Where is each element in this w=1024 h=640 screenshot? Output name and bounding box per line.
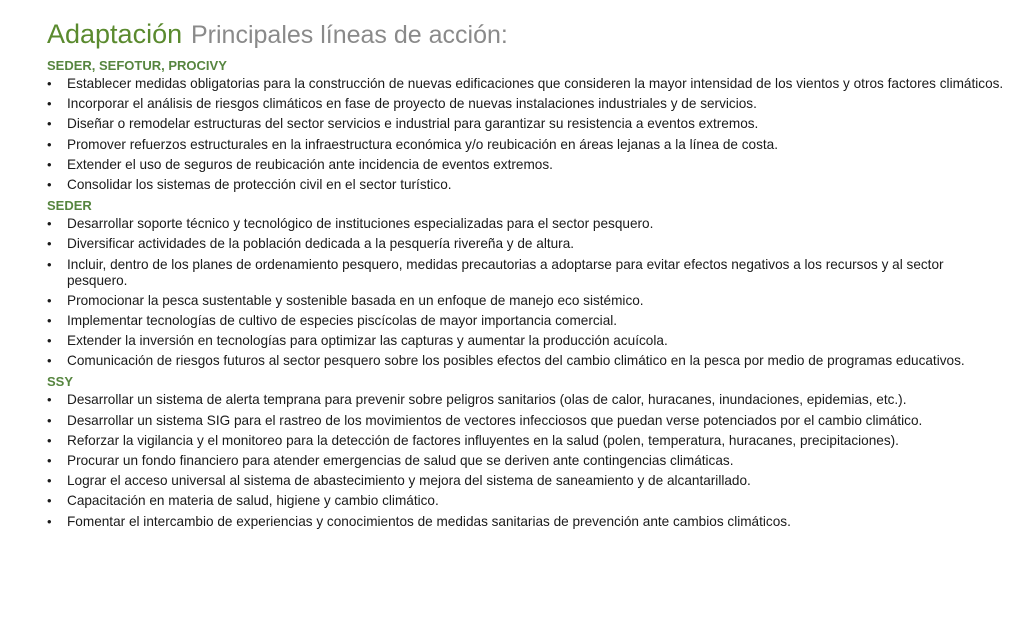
list-item-text: Extender la inversión en tecnologías para optimizar las capturas y aumentar la producción acuícola. — [67, 333, 668, 349]
bullet-icon: • — [47, 96, 52, 112]
list-item-text: Consolidar los sistemas de protección civil en el sector turístico. — [67, 176, 452, 192]
list-item-text: Incorporar el análisis de riesgos climáticos en fase de proyecto de nuevas instalaciones industriales y de servicios. — [67, 96, 757, 112]
bullet-icon: • — [47, 76, 52, 91]
bullet-icon: • — [47, 453, 52, 468]
list-item-text: Promocionar la pesca sustentable y sostenible basada en un enfoque de manejo eco sistémico. — [67, 292, 644, 308]
title-subtitle: Principales líneas de acción: — [191, 21, 508, 49]
list-item — [47, 353, 1007, 369]
section-label: SSY — [47, 374, 74, 390]
bullet-icon: • — [47, 236, 52, 252]
bullet-icon: • — [47, 176, 52, 192]
bullet-icon: • — [47, 312, 52, 328]
bullet-icon: • — [47, 333, 52, 349]
list-item-text: Extender el uso de seguros de reubicación ante incidencia de eventos extremos. — [67, 156, 553, 172]
bullet-icon: • — [47, 256, 52, 272]
bullet-list — [47, 76, 1007, 193]
list-item-text: Desarrollar un sistema de alerta temprana para prevenir sobre peligros sanitarios (olas de calor, huracanes, inundaciones, epidemias, etc.). — [67, 392, 907, 408]
list-item — [47, 333, 1007, 349]
list-item — [47, 293, 1007, 309]
section-label: SEDER, SEFOTUR, PROCIVY — [47, 58, 227, 73]
list-item-text: Reforzar la vigilancia y el monitoreo para la detección de factores influyentes en la salud (polen, temperatura, huracanes, precipitaciones). — [67, 432, 899, 448]
bullet-icon: • — [47, 216, 52, 232]
bullet-icon: • — [47, 292, 52, 308]
list-item-text: Lograr el acceso universal al sistema de abastecimiento y mejora del sistema de saneamiento y de alcantarillado. — [67, 473, 751, 489]
list-item-text: Diversificar actividades de la población dedicada a la pesquería rivereña y de altura. — [67, 236, 575, 252]
list-item-text: Desarrollar un sistema SIG para el rastreo de los movimientos de vectores infecciosos que puedan verse potenciados por el cambio climático. — [67, 412, 923, 428]
list-item — [47, 116, 1007, 132]
list-item-text: Incluir, dentro de los planes de ordenamiento pesquero, medidas precautorias a adoptarse para evitar efectos negativos a los recursos y al sector pesquero. — [67, 256, 944, 288]
bullet-icon: • — [47, 136, 52, 152]
bullet-icon: • — [47, 493, 52, 509]
section — [47, 373, 1007, 529]
list-item — [47, 177, 1007, 193]
list-item-text: Comunicación de riesgos futuros al sector pesquero sobre los posibles efectos del cambio climático en la pesca por medio de programas educativos. — [67, 353, 965, 369]
title-main: Adaptación — [47, 19, 183, 49]
list-item — [47, 137, 1007, 153]
list-item-text: Desarrollar soporte técnico y tecnológico de instituciones especializadas para el sector pesquero. — [67, 216, 654, 232]
bullet-icon: • — [47, 473, 52, 489]
list-item — [47, 157, 1007, 173]
list-item-text: Establecer medidas obligatorias para la construcción de nuevas edificaciones que consideren la mayor intensidad de los vientos y otros factores climáticos. — [67, 76, 1004, 91]
list-item-text: Implementar tecnologías de cultivo de especies piscícolas de mayor importancia comercial. — [67, 312, 618, 328]
list-item-text: Promover refuerzos estructurales en la infraestructura económica y/o reubicación en áreas lejanas a la línea de costa. — [67, 136, 779, 152]
list-item — [47, 493, 1007, 509]
section — [47, 197, 1007, 369]
bullet-list — [47, 392, 1007, 529]
bullet-icon: • — [47, 392, 52, 408]
list-item-text: Diseñar o remodelar estructuras del sector servicios e industrial para garantizar su resistencia a eventos extremos. — [67, 116, 759, 132]
list-item — [47, 216, 1007, 232]
list-item — [47, 76, 1007, 92]
slide — [47, 14, 1007, 534]
list-item-text: Fomentar el intercambio de experiencias y conocimientos de medidas sanitarias de prevención ante cambios climáticos. — [67, 513, 791, 529]
list-item — [47, 453, 1007, 469]
bullet-icon: • — [47, 116, 52, 132]
list-item-text: Procurar un fondo financiero para atender emergencias de salud que se deriven ante contingencias climáticas. — [67, 453, 734, 468]
list-item — [47, 433, 1007, 449]
list-item — [47, 392, 1007, 408]
list-item — [47, 236, 1007, 252]
list-item — [47, 257, 1007, 289]
bullet-icon: • — [47, 412, 52, 428]
bullet-icon: • — [47, 513, 52, 529]
list-item — [47, 96, 1007, 112]
list-item-text: Capacitación en materia de salud, higiene y cambio climático. — [67, 493, 439, 509]
list-item — [47, 313, 1007, 329]
bullet-icon: • — [47, 432, 52, 448]
list-item — [47, 514, 1007, 530]
page-title — [47, 14, 1007, 53]
bullet-icon: • — [47, 156, 52, 172]
list-item — [47, 473, 1007, 489]
list-item — [47, 413, 1007, 429]
section-label: SEDER — [47, 198, 92, 214]
bullet-icon: • — [47, 353, 52, 369]
section — [47, 57, 1007, 193]
bullet-list — [47, 216, 1007, 369]
